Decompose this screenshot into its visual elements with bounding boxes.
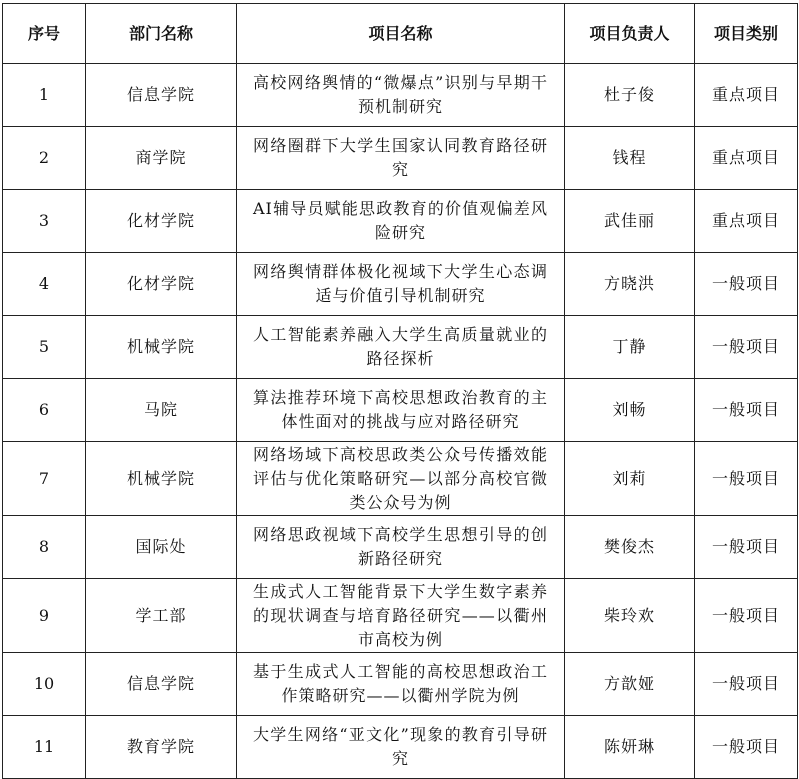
cell-no: 2 bbox=[3, 127, 86, 190]
cell-project: 网络舆情群体极化视域下大学生心态调适与价值引导机制研究 bbox=[237, 253, 565, 316]
header-project: 项目名称 bbox=[237, 4, 565, 64]
table-row bbox=[3, 379, 798, 442]
cell-dept: 化材学院 bbox=[86, 190, 237, 253]
cell-leader: 武佳丽 bbox=[565, 190, 695, 253]
cell-dept: 机械学院 bbox=[86, 442, 237, 516]
cell-dept: 国际处 bbox=[86, 516, 237, 579]
table-row bbox=[3, 64, 798, 127]
header-leader: 项目负责人 bbox=[565, 4, 695, 64]
cell-type: 一般项目 bbox=[695, 253, 798, 316]
cell-project: 大学生网络“亚文化”现象的教育引导研究 bbox=[237, 716, 565, 779]
cell-type: 一般项目 bbox=[695, 316, 798, 379]
table-row bbox=[3, 653, 798, 716]
cell-dept: 教育学院 bbox=[86, 716, 237, 779]
cell-no: 10 bbox=[3, 653, 86, 716]
cell-no: 5 bbox=[3, 316, 86, 379]
table-row bbox=[3, 442, 798, 516]
cell-dept: 马院 bbox=[86, 379, 237, 442]
cell-dept: 信息学院 bbox=[86, 64, 237, 127]
cell-leader: 方歆娅 bbox=[565, 653, 695, 716]
cell-leader: 杜子俊 bbox=[565, 64, 695, 127]
cell-leader: 钱程 bbox=[565, 127, 695, 190]
cell-project: 网络场域下高校思政类公众号传播效能评估与优化策略研究—以部分高校官微类公众号为例 bbox=[237, 442, 565, 516]
cell-leader: 柴玲欢 bbox=[565, 579, 695, 653]
cell-leader: 陈妍琳 bbox=[565, 716, 695, 779]
cell-no: 7 bbox=[3, 442, 86, 516]
cell-no: 4 bbox=[3, 253, 86, 316]
cell-no: 3 bbox=[3, 190, 86, 253]
cell-no: 6 bbox=[3, 379, 86, 442]
cell-type: 一般项目 bbox=[695, 442, 798, 516]
cell-type: 重点项目 bbox=[695, 190, 798, 253]
cell-project: 算法推荐环境下高校思想政治教育的主体性面对的挑战与应对路径研究 bbox=[237, 379, 565, 442]
cell-dept: 机械学院 bbox=[86, 316, 237, 379]
cell-leader: 丁静 bbox=[565, 316, 695, 379]
cell-leader: 樊俊杰 bbox=[565, 516, 695, 579]
cell-leader: 刘莉 bbox=[565, 442, 695, 516]
cell-no: 8 bbox=[3, 516, 86, 579]
table-row bbox=[3, 516, 798, 579]
cell-type: 重点项目 bbox=[695, 64, 798, 127]
table-row bbox=[3, 316, 798, 379]
cell-no: 11 bbox=[3, 716, 86, 779]
table-row bbox=[3, 579, 798, 653]
cell-leader: 刘畅 bbox=[565, 379, 695, 442]
cell-project: 网络思政视域下高校学生思想引导的创新路径研究 bbox=[237, 516, 565, 579]
table-row bbox=[3, 127, 798, 190]
header-type: 项目类别 bbox=[695, 4, 798, 64]
header-no: 序号 bbox=[3, 4, 86, 64]
cell-project: 基于生成式人工智能的高校思想政治工作策略研究——以衢州学院为例 bbox=[237, 653, 565, 716]
cell-dept: 化材学院 bbox=[86, 253, 237, 316]
cell-dept: 商学院 bbox=[86, 127, 237, 190]
cell-dept: 信息学院 bbox=[86, 653, 237, 716]
cell-dept: 学工部 bbox=[86, 579, 237, 653]
table-row bbox=[3, 716, 798, 779]
cell-type: 一般项目 bbox=[695, 716, 798, 779]
cell-project: 人工智能素养融入大学生高质量就业的路径探析 bbox=[237, 316, 565, 379]
cell-no: 9 bbox=[3, 579, 86, 653]
cell-type: 一般项目 bbox=[695, 516, 798, 579]
cell-project: 生成式人工智能背景下大学生数字素养的现状调查与培育路径研究——以衢州市高校为例 bbox=[237, 579, 565, 653]
cell-leader: 方晓洪 bbox=[565, 253, 695, 316]
table-row bbox=[3, 253, 798, 316]
cell-type: 一般项目 bbox=[695, 579, 798, 653]
cell-type: 一般项目 bbox=[695, 653, 798, 716]
cell-project: 网络圈群下大学生国家认同教育路径研究 bbox=[237, 127, 565, 190]
cell-project: AI辅导员赋能思政教育的价值观偏差风险研究 bbox=[237, 190, 565, 253]
cell-type: 一般项目 bbox=[695, 379, 798, 442]
project-list-table bbox=[2, 3, 798, 779]
cell-type: 重点项目 bbox=[695, 127, 798, 190]
table-row bbox=[3, 190, 798, 253]
header-row bbox=[3, 4, 798, 64]
header-dept: 部门名称 bbox=[86, 4, 237, 64]
cell-project: 高校网络舆情的“微爆点”识别与早期干预机制研究 bbox=[237, 64, 565, 127]
cell-no: 1 bbox=[3, 64, 86, 127]
